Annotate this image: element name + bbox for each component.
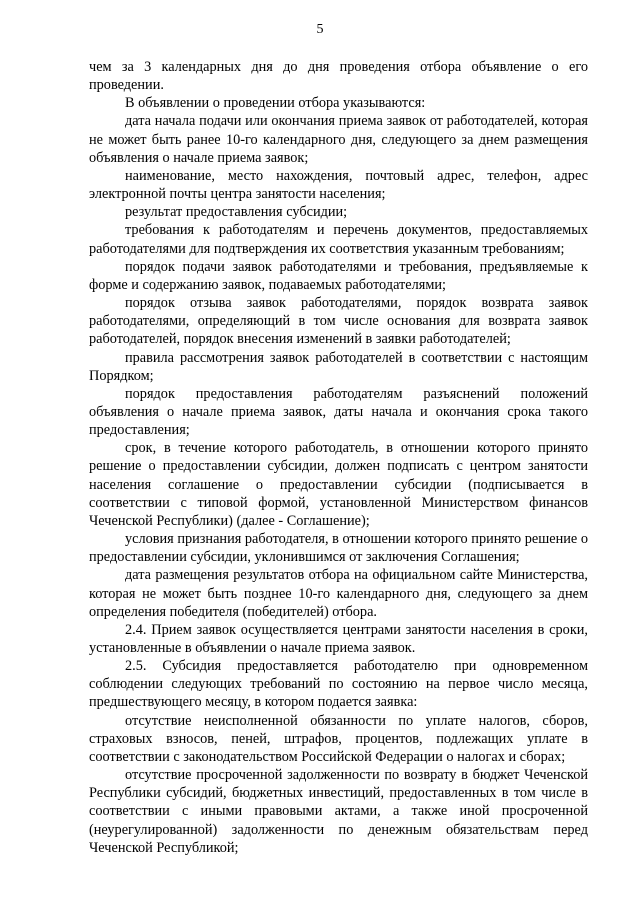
- page-number: 5: [316, 22, 324, 37]
- paragraph: 2.4. Прием заявок осуществляется центрами занятости населения в сроки, установленные в объявлении о начале приема заявок.: [89, 621, 588, 656]
- paragraph: В объявлении о проведении отбора указываются:: [125, 95, 426, 112]
- paragraph: дата начала подачи или окончания приема заявок от работодателей, которая не может быть ранее 10-го календарного дня, следующего за днем размещения объявления о начале приема заявок;: [89, 113, 588, 166]
- paragraph: требования к работодателям и перечень документов, предоставляемых работодателями для подтверждения их соответствия указанным требованиям;: [89, 222, 588, 257]
- paragraph: дата размещения результатов отбора на официальном сайте Министерства, которая не может быть позднее 10-го календарного дня, следующего за днем определения победителя (победителей) отбора.: [89, 567, 588, 620]
- document-body: [89, 58, 588, 857]
- paragraph: порядок предоставления работодателям разъяснений положений объявления о начале приема заявок, даты начала и окончания срока такого предоставления;: [89, 385, 588, 439]
- paragraph: условия признания работодателя, в отношении которого принято решение о предоставлении субсидии, уклонившимся от заключения Соглашения;: [89, 531, 588, 566]
- paragraph: порядок отзыва заявок работодателями, порядок возврата заявок работодателями, определяющий в том числе основания для возврата заявок работодателей, порядок внесения изменений в заявки работодателей;: [89, 295, 588, 348]
- paragraph: чем за 3 календарных дня до дня проведения отбора объявление о его проведении.: [89, 59, 588, 94]
- paragraph: 2.5. Субсидия предоставляется работодателю при одновременном соблюдении следующих требований по состоянию на первое число месяца, предшествующего месяцу, в котором подается заявка:: [89, 658, 588, 711]
- paragraph: порядок подачи заявок работодателями и требования, предъявляемые к форме и содержанию заявок, подаваемых работодателями;: [89, 258, 588, 293]
- paragraph: результат предоставления субсидии;: [125, 204, 348, 221]
- paragraph: срок, в течение которого работодатель, в отношении которого принято решение о предоставлении субсидии, должен подписать с центром занятости населения соглашение о предоставлении субсидии (подписывается в соответствии с типовой формой, установленной Министерством финансов Чеченской Республики) (далее - Соглашение);: [89, 440, 588, 529]
- paragraph: правила рассмотрения заявок работодателей в соответствии с настоящим Порядком;: [89, 349, 588, 384]
- paragraph: наименование, место нахождения, почтовый адрес, телефон, адрес электронной почты центра занятости населения;: [89, 167, 588, 203]
- paragraph: отсутствие неисполненной обязанности по уплате налогов, сборов, страховых взносов, пеней, штрафов, процентов, подлежащих уплате в соответствии с законодательством Российской Федерации о налогах и сборах;: [89, 712, 588, 765]
- paragraph: отсутствие просроченной задолженности по возврату в бюджет Чеченской Республики субсидий, бюджетных инвестиций, предоставленных в том числе в соответствии с иными правовыми актами, а также иной просроченной (неурегулированной) задолженности по денежным обязательствам перед Чеченской Республикой;: [89, 767, 588, 856]
